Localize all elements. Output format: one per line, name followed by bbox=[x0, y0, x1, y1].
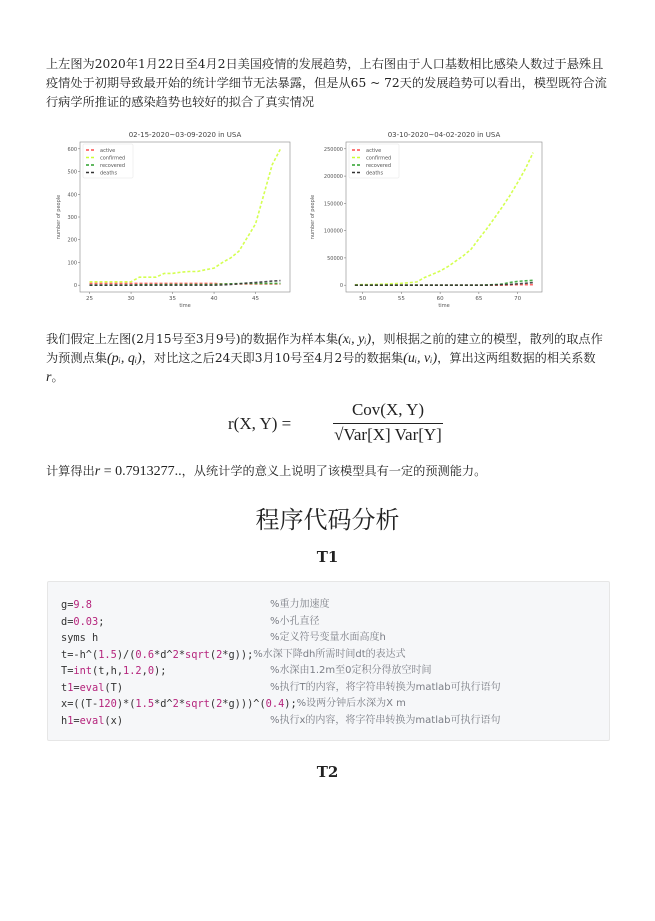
svg-text:65: 65 bbox=[475, 296, 483, 302]
code-line: t=-h^(1.5)/(0.6*d^2*sqrt(2*g)); bbox=[61, 648, 254, 661]
svg-text:70: 70 bbox=[514, 296, 522, 302]
svg-text:30: 30 bbox=[127, 296, 135, 302]
svg-text:50: 50 bbox=[359, 296, 367, 302]
svg-text:active: active bbox=[366, 148, 382, 154]
svg-text:600: 600 bbox=[67, 146, 77, 153]
svg-text:45: 45 bbox=[252, 296, 260, 302]
svg-text:0: 0 bbox=[73, 283, 77, 290]
code-line: syms h bbox=[61, 632, 99, 644]
code-comment: %执行x的内容，将字符串转换为matlab可执行语句 bbox=[270, 714, 501, 726]
svg-text:150000: 150000 bbox=[323, 201, 343, 208]
line-chart-mar-apr bbox=[306, 128, 551, 320]
svg-text:100000: 100000 bbox=[323, 228, 343, 235]
chart-right bbox=[306, 128, 551, 320]
code-line: t1=eval(T) bbox=[61, 681, 124, 694]
code-line: x=((T-120)*(1.5*d^2*sqrt(2*g)))^(0.4); bbox=[61, 698, 297, 710]
subheading-t1: T1 bbox=[316, 548, 339, 566]
svg-text:200: 200 bbox=[67, 237, 77, 244]
svg-text:number of people: number of people bbox=[56, 194, 62, 240]
result-text-b: ，从统计学的意义上说明了该模型具有一定的预测能力。 bbox=[181, 464, 487, 478]
charts-row bbox=[54, 128, 554, 320]
formula-fraction bbox=[333, 400, 443, 447]
correlation-formula bbox=[228, 400, 448, 450]
result-value: = 0.7913277.. bbox=[100, 464, 182, 479]
code-comment: %小孔直径 bbox=[270, 615, 320, 627]
svg-text:active: active bbox=[100, 148, 116, 154]
svg-text:confirmed: confirmed bbox=[100, 155, 126, 162]
chart-left bbox=[54, 128, 299, 320]
formula-denominator: √Var[X] Var[Y] bbox=[334, 425, 442, 444]
svg-text:time: time bbox=[438, 303, 450, 309]
code-line: T=int(t,h,1.2,0); bbox=[61, 665, 167, 677]
svg-text:50000: 50000 bbox=[327, 255, 343, 262]
svg-text:deaths: deaths bbox=[100, 170, 118, 177]
code-line: d=0.03; bbox=[61, 615, 105, 628]
section-heading: 程序代码分析 bbox=[255, 506, 400, 534]
code-comment: %重力加速度 bbox=[270, 599, 330, 610]
code-block[interactable] bbox=[47, 581, 610, 741]
svg-text:500: 500 bbox=[67, 169, 77, 176]
sample-text-d: ，算出这两组数据的相关系数 bbox=[437, 351, 596, 365]
sample-text-e: 。 bbox=[51, 370, 64, 384]
svg-text:02-15-2020~03-09-2020 in USA: 02-15-2020~03-09-2020 in USA bbox=[128, 131, 242, 139]
subheading-t2: T2 bbox=[316, 763, 339, 781]
code-comment: %水深由1.2m至0定积分得放空时间 bbox=[270, 665, 432, 676]
math-pq: (pᵢ, qᵢ) bbox=[106, 351, 142, 366]
svg-text:100: 100 bbox=[67, 260, 77, 267]
formula-numerator: Cov(X, Y) bbox=[351, 400, 425, 419]
svg-text:60: 60 bbox=[436, 296, 444, 302]
code-comment: %设两分钟后水深为X m bbox=[296, 698, 406, 709]
result-paragraph bbox=[46, 462, 612, 481]
result-text-a: 计算得出 bbox=[46, 464, 95, 478]
code-line: g=9.8 bbox=[61, 599, 93, 611]
svg-text:03-10-2020~04-02-2020 in USA: 03-10-2020~04-02-2020 in USA bbox=[387, 131, 501, 139]
sample-text-b: ，则根据之前的建立的模型，散列的取点作为预测点集 bbox=[46, 332, 603, 365]
line-chart-feb-mar bbox=[54, 128, 299, 320]
math-r-result: r bbox=[94, 464, 101, 479]
svg-text:time: time bbox=[179, 303, 191, 309]
svg-text:number of people: number of people bbox=[310, 194, 316, 240]
code-comment: %执行T的内容，将字符串转换为matlab可执行语句 bbox=[270, 681, 501, 693]
intro-paragraph bbox=[46, 55, 612, 112]
svg-text:55: 55 bbox=[397, 296, 405, 302]
formula-lhs: r(X, Y) = bbox=[228, 414, 292, 433]
svg-text:40: 40 bbox=[210, 296, 218, 302]
svg-text:300: 300 bbox=[67, 215, 77, 221]
svg-text:400: 400 bbox=[67, 192, 77, 199]
svg-text:250000: 250000 bbox=[323, 146, 343, 153]
sample-text-a: 我们假定上左图(2月15号至3月9号)的数据作为样本集 bbox=[46, 332, 339, 346]
svg-text:35: 35 bbox=[169, 296, 177, 302]
code-line: h1=eval(x) bbox=[61, 714, 124, 727]
math-r: r bbox=[46, 370, 52, 385]
svg-text:recovered: recovered bbox=[366, 163, 392, 169]
svg-text:0: 0 bbox=[339, 283, 343, 290]
svg-text:deaths: deaths bbox=[366, 170, 384, 177]
sample-paragraph bbox=[46, 330, 612, 387]
math-uv: (uᵢ, vᵢ) bbox=[403, 351, 438, 366]
svg-text:confirmed: confirmed bbox=[366, 155, 392, 162]
code-comment: %水深下降dh所需时间dt的表达式 bbox=[253, 648, 406, 660]
intro-text: 上左图为2020年1月22日至4月2日美国疫情的发展趋势，上右图由于人口基数相比感染人数过于悬殊且疫情处于初期导致最开始的统计学细节无法暴露，但是从65 ~ 72天的发展趋势可以看出，模型既符合流行病学所推证的感染趋势也较好的拟合了真实情况 bbox=[46, 57, 607, 109]
svg-text:25: 25 bbox=[86, 296, 94, 302]
math-xy: (xᵢ, yᵢ) bbox=[338, 332, 372, 347]
sample-text-c: ，对比这之后24天即3月10号至4月2号的数据集 bbox=[141, 351, 404, 365]
code-comment: %定义符号变量水面高度h bbox=[270, 632, 386, 643]
svg-text:recovered: recovered bbox=[100, 163, 126, 169]
fraction-bar bbox=[333, 423, 443, 424]
svg-text:200000: 200000 bbox=[323, 174, 343, 181]
